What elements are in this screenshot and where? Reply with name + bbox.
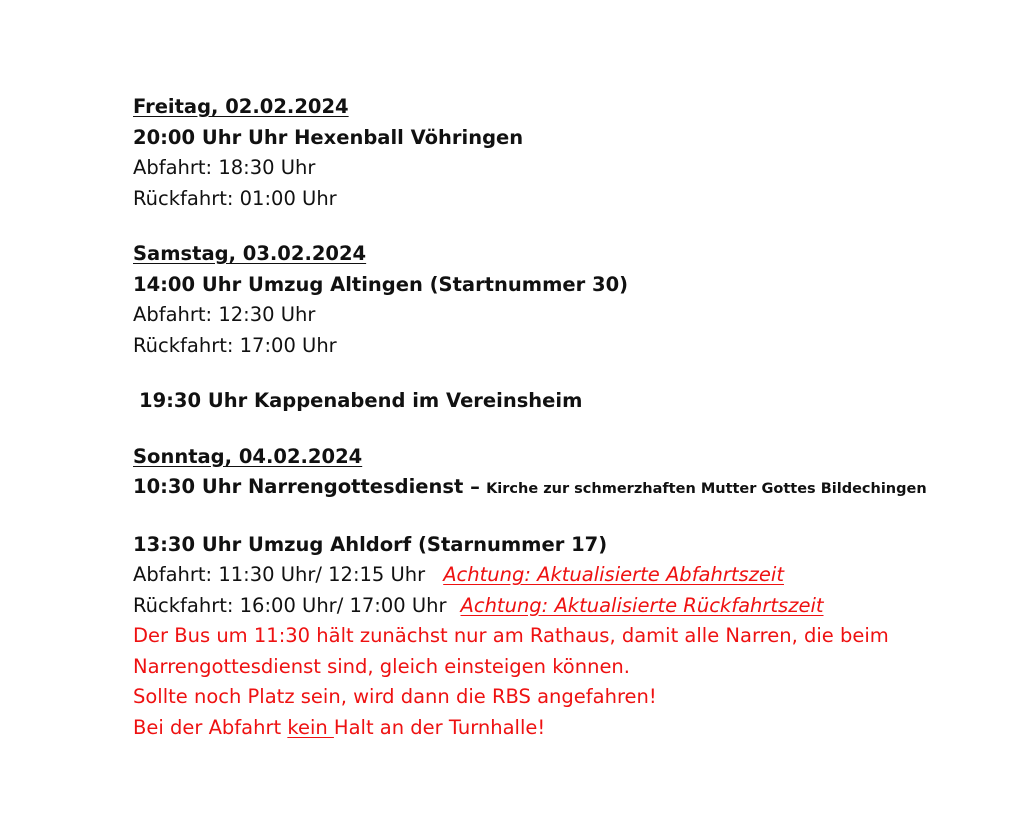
sunday-departure-line [133,560,993,591]
return-update-notice: Achtung: Aktualisierte Rückfahrtszeit [460,593,824,617]
sunday-return-line [133,591,993,622]
spacer [133,361,993,386]
sunday-service-location: Kirche zur schmerzhaften Mutter Gottes Bildechingen [486,481,927,497]
bus-note-line-2: Narrengottesdienst sind, gleich einsteigen können. [133,654,630,678]
sunday-departure: Abfahrt: 11:30 Uhr/ 12:15 Uhr [133,563,426,586]
sunday-service-event: 10:30 Uhr Narrengottesdienst – [133,475,480,498]
bus-note-line-3: Sollte noch Platz sein, wird dann die RBS angefahren! [133,685,657,708]
spacer [133,417,993,442]
schedule-document [133,92,993,743]
note-prefix: Bei der Abfahrt [133,715,288,739]
saturday-event: 14:00 Uhr Umzug Altingen (Startnummer 30) [133,272,629,296]
departure-update-notice: Achtung: Aktualisierte Abfahrtszeit [443,563,784,586]
spacer [133,505,993,530]
note-suffix: Halt an der Turnhalle! [333,715,546,739]
friday-departure: Abfahrt: 18:30 Uhr [133,156,316,179]
saturday-date-heading: Samstag, 03.02.2024 [133,242,367,265]
friday-event: 20:00 Uhr Uhr Hexenball Vöhringen [133,125,524,149]
sunday-parade-event: 13:30 Uhr Umzug Ahldorf (Starnummer 17) [133,532,608,556]
sunday-date-heading: Sonntag, 04.02.2024 [133,444,363,468]
saturday-departure: Abfahrt: 12:30 Uhr [133,303,316,326]
spacer [133,214,993,239]
saturday-evening-event: 19:30 Uhr Kappenabend im Vereinsheim [139,389,583,412]
friday-date-heading: Freitag, 02.02.2024 [133,95,349,118]
sunday-return: Rückfahrt: 16:00 Uhr/ 17:00 Uhr [133,593,447,617]
bus-note-line-1: Der Bus um 11:30 hält zunächst nur am Rathaus, damit alle Narren, die beim [133,624,889,647]
note-emphasis-kein: kein [287,715,334,739]
sunday-service-line [133,472,993,505]
friday-return: Rückfahrt: 01:00 Uhr [133,186,337,210]
bus-note-line-4 [133,713,993,744]
saturday-return: Rückfahrt: 17:00 Uhr [133,333,337,357]
